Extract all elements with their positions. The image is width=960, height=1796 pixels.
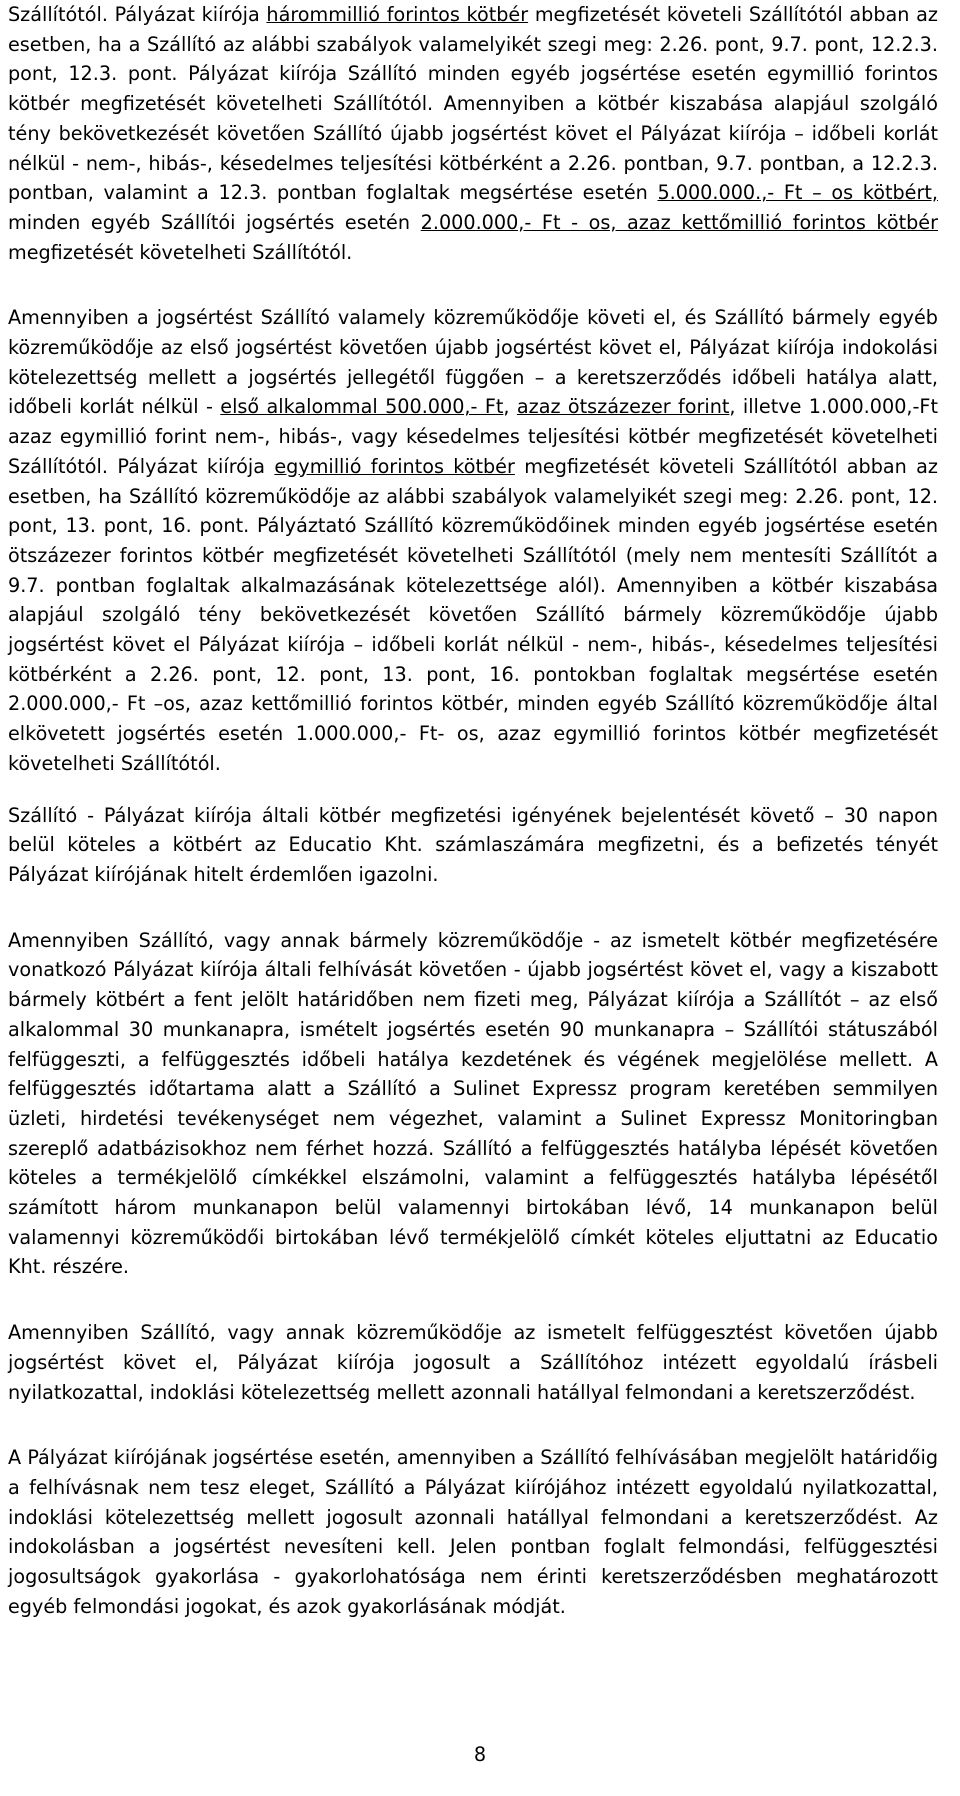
paragraph-penalty-supplier bbox=[8, 0, 938, 267]
paragraph-spacer bbox=[8, 1407, 938, 1443]
paragraph-spacer bbox=[8, 1282, 938, 1318]
underlined-text-segment: 2.000.000,- Ft - os, azaz kettőmillió forintos kötbér bbox=[420, 210, 938, 234]
text-segment: Szállítótól. Pályázat kiírója bbox=[8, 3, 267, 26]
paragraph-termination-supplier bbox=[8, 1318, 938, 1407]
paragraph-penalty-contributor bbox=[8, 303, 938, 778]
paragraph-payment-deadline bbox=[8, 801, 938, 890]
paragraph-spacer bbox=[8, 267, 938, 303]
page-number: 8 bbox=[473, 1743, 487, 1766]
text-segment: megfizetését követelheti Szállítótól. bbox=[8, 240, 353, 264]
underlined-text-segment: első alkalommal 500.000,- Ft bbox=[220, 395, 504, 419]
text-segment: Szállító - Pályázat kiírója általi kötbér megfizetési igényének bejelentését követő – 30 napon belül köteles a kötbért az Educatio Kht. számlaszámára megfizetni, és a befizetés tényét Pályázat kiírójának hitelt érdemlően igazolni. bbox=[8, 803, 938, 886]
underlined-text-segment: 5.000.000.,- Ft – os kötbért, bbox=[657, 181, 938, 205]
text-segment: Amennyiben a jogsértést Szállító valamely közreműködője követi el, és Szállító bármely egyéb közreműködője az első jogsértést követően újabb jogsértést követ el, Pályázat kiírója indokolási kötelezettség mellett a jogsértés jellegétől függően – a keretszerződés időbeli hatálya alatt, időbeli korlát nélkül - bbox=[8, 306, 938, 419]
underlined-text-segment: hárommillió forintos kötbér bbox=[266, 3, 529, 26]
underlined-text-segment: egymillió forintos kötbér bbox=[274, 454, 515, 478]
text-segment: megfizetését követeli Szállítótól abban az esetben, ha a Szállító az alábbi szabályok valamelyikét szegi meg: 2.26. pont, 9.7. pont, 12.2.3. pont, 12.3. pont. Pályázat kiírója Szállító minden egyéb jogsértése esetén egymillió forintos kötbér megfizetését követelheti Szállítótól. Amennyiben a kötbér kiszabása alapjául szolgáló tény bekövetkezését követően Szállító újabb jogsértést követ el Pályázat kiírója – időbeli korlát nélkül - nem-, hibás-, késedelmes teljesítési kötbérként a 2.26. pontban, 9.7. pontban, a 12.2.3. pontban, valamint a 12.3. pontban foglaltak megsértése esetén bbox=[8, 3, 938, 205]
paragraph-termination-issuer bbox=[8, 1443, 938, 1621]
text-segment: A Pályázat kiírójának jogsértése esetén, amennyiben a Szállító felhívásában megjelölt határidőig a felhívásnak nem tesz eleget, Szállító a Pályázat kiírójához intézett egyoldalú nyilatkozattal, indoklási kötelezettség mellett jogosult azonnali hatállyal felmondani a keretszerződést. Az indokolásban a jogsértést nevesíteni kell. Jelen pontban foglalt felmondási, felfüggesztési jogosultságok gyakorlása - gyakorlohatósága nem érinti keretszerződésben meghatározott egyéb felmondási jogokat, és azok gyakorlásának módját. bbox=[8, 1446, 938, 1618]
text-segment: minden egyéb Szállítói jogsértés esetén bbox=[8, 210, 421, 234]
paragraph-spacer bbox=[8, 890, 938, 926]
paragraph-suspension bbox=[8, 926, 938, 1282]
document-page bbox=[8, 0, 938, 1621]
underlined-text-segment: azaz ötszázezer forint bbox=[516, 395, 730, 419]
text-segment: megfizetését követeli Szállítótól abban az esetben, ha Szállító közreműködője az alábbi szabályok valamelyikét szegi meg: 2.26. pont, 12. pont, 13. pont, 16. pont. Pályáztató Szállító közreműködőinek minden egyéb jogsértése esetén ötszázezer forintos kötbér megfizetését követelheti Szállítótól (mely nem mentesíti Szállítót a 9.7. pontban foglaltak alkalmazásának kötelezettsége alól). Amennyiben a kötbér kiszabása alapjául szolgáló tény bekövetkezését követően Szállító bármely közreműködője újabb jogsértést követ el Pályázat kiírója – időbeli korlát nélkül - nem-, hibás-, késedelmes teljesítési kötbérként a 2.26. pont, 12. pont, 13. pont, 16. pontokban foglaltak megsértése esetén 2.000.000,- Ft –os, azaz kettőmillió forintos kötbér, minden egyéb Szállító közreműködője által elkövetett jogsértés esetén 1.000.000,- Ft- os, azaz egymillió forintos kötbér megfizetését követelheti Szállítótól. bbox=[8, 454, 938, 775]
text-segment: , bbox=[503, 395, 517, 419]
text-segment: Amennyiben Szállító, vagy annak közreműködője az ismetelt felfüggesztést követően újabb jogsértést követ el, Pályázat kiírója jogosult a Szállítóhoz intézett egyoldalú írásbeli nyilatkozattal, indoklási kötelezettség mellett azonnali hatállyal felmondani a keretszerződést. bbox=[8, 1321, 938, 1404]
text-segment: Amennyiben Szállító, vagy annak bármely közreműködője - az ismetelt kötbér megfizetésére vonatkozó Pályázat kiírója általi felhívását követően - újabb jogsértést követ el, vagy a kiszabott bármely kötbért a fent jelölt határidőben nem fizeti meg, Pályázat kiírója a Szállítót – az első alkalommal 30 munkanapra, ismételt jogsértés esetén 90 munkanapra – Szállítói státuszából felfüggeszti, a felfüggesztés időbeli hatálya kezdetének és végének megjelölése mellett. A felfüggesztés időtartama alatt a Szállító a Sulinet Expressz program keretében semmilyen üzleti, hirdetési tevékenységet nem végezhet, valamint a Sulinet Expressz Monitoringban szereplő adatbázisokhoz nem férhet hozzá. Szállító a felfüggesztés hatályba lépését követően köteles a termékjelölő címkékkel elszámolni, valamint a felfüggesztés hatályba lépésétől számított három munkanapon belül valamennyi birtokában lévő, 14 munkanapon belül valamennyi közreműködői birtokában lévő termékjelölő címkét köteles eljuttatni az Educatio Kht. részére. bbox=[8, 928, 938, 1279]
paragraph-spacer bbox=[8, 779, 938, 801]
text-segment: , illetve 1.000.000,-Ft azaz egymillió forint nem-, hibás-, vagy késedelmes teljesítési kötbér megfizetését követelheti Szállítótól. Pályázat kiírója bbox=[8, 395, 938, 478]
